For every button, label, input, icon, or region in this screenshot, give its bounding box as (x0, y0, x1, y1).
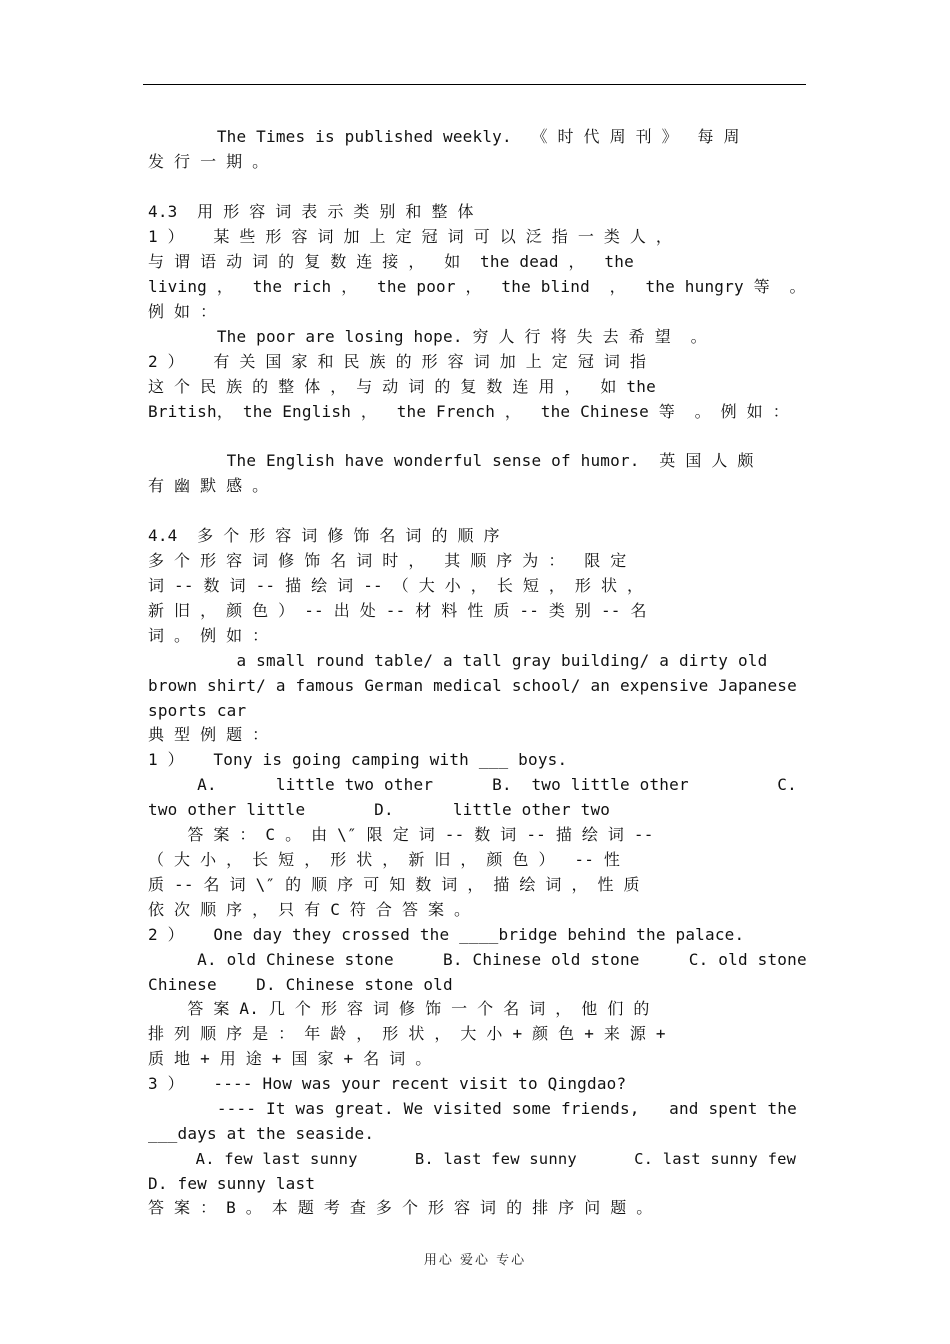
section-heading: 4.3 用 形 容 词 表 示 类 别 和 整 体 (148, 202, 474, 221)
text-line: brown shirt/ a famous German medical school/ an expensive Japanese (148, 676, 797, 695)
answer-line: 质 -- 名 词 \″ 的 顺 序 可 知 数 词 ， 描 绘 词 ， 性 质 (148, 875, 640, 894)
answer-line: （ 大 小 ， 长 短 ， 形 状 ， 新 旧 ， 颜 色 ） -- 性 (148, 850, 621, 869)
options-line: A. old Chinese stone B. Chinese old stone C. old stone (148, 950, 807, 969)
answer-line: 答 案 ： B 。 本 题 考 查 多 个 形 容 词 的 排 序 问 题 。 (148, 1198, 653, 1217)
question-line: ___days at the seaside. (148, 1124, 375, 1143)
text-line: 多 个 形 容 词 修 饰 名 词 时 ， 其 顺 序 为 ： 限 定 (148, 551, 627, 570)
text-line: The English have wonderful sense of humor. 英 国 人 颇 (148, 451, 754, 470)
question-line: 2 ） One day they crossed the ____bridge behind the palace. (148, 925, 745, 944)
text-line: sports car (148, 701, 247, 720)
subheading: 典 型 例 题 ： (148, 725, 269, 744)
header-rule (143, 84, 806, 85)
page-footer: 用心 爱心 专心 (423, 1253, 527, 1268)
text-line: living ， the rich ， the poor ， the blind ， the hungry 等 。 (148, 277, 806, 296)
options-line: A. few last sunny B. last few sunny C. last sunny few (148, 1150, 797, 1168)
text-line: 词 。 例 如 ： (148, 626, 269, 645)
answer-line: 答 案 A. 几 个 形 容 词 修 饰 一 个 名 词 ， 他 们 的 (148, 999, 650, 1018)
section-heading: 4.4 多 个 形 容 词 修 饰 名 词 的 顺 序 (148, 526, 500, 545)
text-line: The Times is published weekly. 《 时 代 周 刊 》 每 周 (148, 127, 740, 146)
text-line: 1 ） 某 些 形 容 词 加 上 定 冠 词 可 以 泛 指 一 类 人 ， (148, 227, 673, 246)
text-line: 这 个 民 族 的 整 体 ， 与 动 词 的 复 数 连 用 ， 如 the (148, 377, 656, 396)
text-line: 与 谓 语 动 词 的 复 数 连 接 ， 如 the dead ， the (148, 252, 634, 271)
text-line: 例 如 ： (148, 302, 217, 321)
text-line: a small round table/ a tall gray building/ a dirty old (148, 651, 768, 670)
options-line: A. little two other B. two little other C. (148, 775, 797, 794)
text-line: 2 ） 有 关 国 家 和 民 族 的 形 容 词 加 上 定 冠 词 指 (148, 352, 647, 371)
text-line: The poor are losing hope. 穷 人 行 将 失 去 希 望 。 (148, 327, 707, 346)
question-line: ---- It was great. We visited some friends, and spent the (148, 1099, 797, 1118)
text-line: 有 幽 默 感 。 (148, 476, 269, 495)
answer-line: 质 地 + 用 途 + 国 家 + 名 词 。 (148, 1049, 432, 1068)
options-line: Chinese D. Chinese stone old (148, 975, 453, 994)
answer-line: 排 列 顺 序 是 ： 年 龄 ， 形 状 ， 大 小 + 颜 色 + 来 源 + (148, 1024, 666, 1043)
answer-line: 依 次 顺 序 ， 只 有 C 符 合 答 案 。 (148, 900, 471, 919)
options-line: two other little D. little other two (148, 800, 611, 819)
text-line: 发 行 一 期 。 (148, 152, 269, 171)
question-line: 1 ） Tony is going camping with ___ boys. (148, 750, 568, 769)
question-line: 3 ） ---- How was your recent visit to Qingdao? (148, 1074, 627, 1093)
text-line: British， the English ， the French ， the Chinese 等 。 例 如 ： (148, 402, 789, 421)
options-line: D. few sunny last (148, 1174, 316, 1193)
text-line: 词 -- 数 词 -- 描 绘 词 -- （ 大 小 ， 长 短 ， 形 状 ， (148, 576, 644, 595)
answer-line: 答 案 ： C 。 由 \″ 限 定 词 -- 数 词 -- 描 绘 词 -- (148, 825, 654, 844)
text-line: 新 旧 ， 颜 色 ） -- 出 处 -- 材 料 性 质 -- 类 别 -- 名 (148, 601, 647, 620)
